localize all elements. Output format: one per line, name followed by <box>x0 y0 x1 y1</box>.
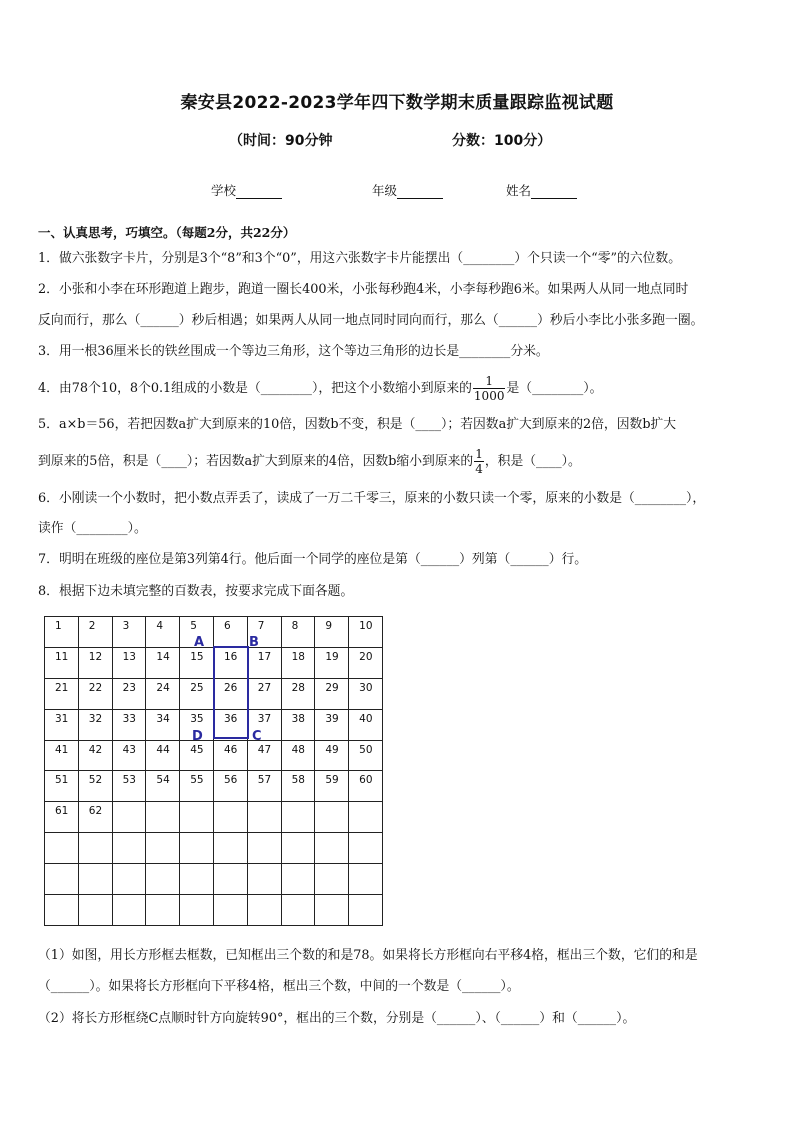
grid-cell: 11 <box>45 647 79 678</box>
grid-cell: 41 <box>45 740 79 771</box>
grid-cell <box>78 864 112 895</box>
grade-label: 年级 <box>372 183 398 198</box>
grid-row <box>45 740 383 771</box>
grid-cell: 45 <box>180 740 214 771</box>
grid-cell: 2 <box>78 617 112 648</box>
grid-cell <box>315 864 349 895</box>
grid-cell <box>213 895 247 926</box>
grid-cell: 52 <box>78 771 112 802</box>
grid-cell <box>180 864 214 895</box>
grid-cell: 17 <box>247 647 281 678</box>
grid-cell: 55 <box>180 771 214 802</box>
grid-cell <box>112 802 146 833</box>
grid-cell: 54 <box>146 771 180 802</box>
grid-cell <box>146 864 180 895</box>
grid-cell: 56 <box>213 771 247 802</box>
grid-cell <box>146 833 180 864</box>
grid-cell: 16 <box>213 647 247 678</box>
grid-cell: 43 <box>112 740 146 771</box>
grid-cell <box>78 833 112 864</box>
grid-cell <box>180 833 214 864</box>
grid-cell <box>180 895 214 926</box>
grid-cell <box>78 895 112 926</box>
grid-cell: 31 <box>45 709 79 740</box>
grid-cell: 13 <box>112 647 146 678</box>
sub-question-1-line2: （______）。如果将长方形框向下平移4格，框出三个数，中间的一个数是（______）。 <box>38 979 520 994</box>
school-field[interactable] <box>211 181 282 199</box>
grid-cell: 6 <box>213 617 247 648</box>
grid-cell: 21 <box>45 678 79 709</box>
name-label: 姓名 <box>506 183 532 198</box>
grid-cell: 30 <box>349 678 383 709</box>
grid-cell <box>315 895 349 926</box>
grid-cell: 8 <box>281 617 315 648</box>
exam-time: （时间：90分钟 <box>229 133 333 149</box>
grid-cell <box>247 864 281 895</box>
question-8: 8．根据下边未填完整的百数表，按要求完成下面各题。 <box>38 584 354 599</box>
grid-row <box>45 895 383 926</box>
grid-cell: 3 <box>112 617 146 648</box>
question-5-line2 <box>38 446 760 477</box>
grid-row <box>45 833 383 864</box>
grid-cell: 20 <box>349 647 383 678</box>
grid-cell <box>112 833 146 864</box>
grid-cell <box>315 802 349 833</box>
grid-cell: 29 <box>315 678 349 709</box>
grid-cell: 37 <box>247 709 281 740</box>
section-heading: 一、认真思考，巧填空。（每题2分，共22分） <box>38 225 296 240</box>
name-field[interactable] <box>506 181 577 199</box>
grid-cell: 51 <box>45 771 79 802</box>
question-2-line1: 2．小张和小李在环形跑道上跑步，跑道一圈长400米，小张每秒跑4米，小李每秒跑6米。如果两人从同一地点同时 <box>38 282 689 297</box>
grid-cell: 49 <box>315 740 349 771</box>
sub-question-2: （2）将长方形框绕C点顺时针方向旋转90°，框出的三个数，分别是（______）、（______）和（______）。 <box>38 1011 636 1026</box>
grid-cell: 34 <box>146 709 180 740</box>
grid-cell <box>281 833 315 864</box>
grid-cell: 39 <box>315 709 349 740</box>
grid-cell: 61 <box>45 802 79 833</box>
grid-cell: 36 <box>213 709 247 740</box>
fraction-numerator: 1 <box>473 374 506 389</box>
grid-cell <box>180 802 214 833</box>
school-label: 学校 <box>211 183 237 198</box>
grid-cell: 38 <box>281 709 315 740</box>
grid-row <box>45 771 383 802</box>
grid-cell: 22 <box>78 678 112 709</box>
grid-cell <box>349 833 383 864</box>
page-title: 秦安县2022-2023学年四下数学期末质量跟踪监视试题 <box>180 93 614 113</box>
grid-cell <box>281 895 315 926</box>
question-1: 1．做六张数字卡片，分别是3个“8”和3个“0”，用这六张数字卡片能摆出（________）个只读一个“零”的六位数。 <box>38 251 682 266</box>
fraction-1-4 <box>474 447 484 476</box>
sub-question-1-line1: （1）如图，用长方形框去框数，已知框出三个数的和是78。如果将长方形框向右平移4格，框出三个数，它们的和是 <box>38 948 698 963</box>
hundred-chart-table <box>44 616 383 926</box>
question-7: 7．明明在班级的座位是第3列第4行。他后面一个同学的座位是第（______）列第（______）行。 <box>38 552 588 567</box>
fraction-denominator: 1000 <box>473 389 505 403</box>
grid-cell: 35 <box>180 709 214 740</box>
label-d: D <box>192 729 203 744</box>
grid-cell <box>213 802 247 833</box>
grid-row <box>45 802 383 833</box>
q5-text-post: ，积是（____）。 <box>484 454 581 469</box>
grid-row <box>45 864 383 895</box>
grid-cell <box>349 864 383 895</box>
question-4 <box>38 373 760 404</box>
grid-cell: 44 <box>146 740 180 771</box>
grid-cell <box>349 802 383 833</box>
grid-cell: 10 <box>349 617 383 648</box>
q5-text-pre: 到原来的5倍，积是（____）；若因数a扩大到原来的4倍，因数b缩小到原来的 <box>38 454 474 469</box>
fraction-denominator: 4 <box>475 462 483 476</box>
grid-cell: 57 <box>247 771 281 802</box>
grid-row <box>45 678 383 709</box>
grid-cell: 60 <box>349 771 383 802</box>
grid-row <box>45 647 383 678</box>
question-6-line2: 读作（________）。 <box>38 521 147 536</box>
grid-cell: 12 <box>78 647 112 678</box>
grid-cell: 50 <box>349 740 383 771</box>
grid-cell <box>146 895 180 926</box>
grid-cell: 1 <box>45 617 79 648</box>
grid-cell <box>281 864 315 895</box>
question-5-line1: 5．a×b＝56，若把因数a扩大到原来的10倍，因数b不变，积是（____）；若因数a扩大到原来的2倍，因数b扩大 <box>38 417 677 432</box>
grid-cell <box>112 864 146 895</box>
grid-cell <box>45 864 79 895</box>
label-a: A <box>194 635 205 650</box>
grid-cell <box>247 833 281 864</box>
grid-cell: 48 <box>281 740 315 771</box>
q4-text-pre: 4．由78个10，8个0.1组成的小数是（________），把这个小数缩小到原来的 <box>38 381 472 396</box>
grid-row <box>45 709 383 740</box>
fraction-1-1000 <box>473 374 506 403</box>
grid-cell <box>213 833 247 864</box>
grid-cell: 33 <box>112 709 146 740</box>
grid-cell: 4 <box>146 617 180 648</box>
exam-score: 分数：100分） <box>452 133 552 149</box>
grid-cell: 19 <box>315 647 349 678</box>
grid-cell: 24 <box>146 678 180 709</box>
grid-cell: 18 <box>281 647 315 678</box>
label-b: B <box>249 635 259 650</box>
grid-cell: 14 <box>146 647 180 678</box>
grid-cell <box>247 802 281 833</box>
grid-cell: 27 <box>247 678 281 709</box>
label-c: C <box>252 729 262 744</box>
grid-cell <box>281 802 315 833</box>
grade-field[interactable] <box>372 181 443 199</box>
question-2-line2: 反向而行，那么（______）秒后相遇；如果两人从同一地点同时同向而行，那么（______）秒后小李比小张多跑一圈。 <box>38 313 704 328</box>
grid-cell: 62 <box>78 802 112 833</box>
question-6-line1: 6．小刚读一个小数时，把小数点弄丢了，读成了一万二千零三，原来的小数只读一个零，原来的小数是（________）， <box>38 491 706 506</box>
grid-cell: 42 <box>78 740 112 771</box>
hundred-chart <box>44 616 382 925</box>
grid-cell <box>349 895 383 926</box>
grid-cell: 53 <box>112 771 146 802</box>
grid-cell: 9 <box>315 617 349 648</box>
grid-cell: 26 <box>213 678 247 709</box>
fraction-numerator: 1 <box>475 447 483 461</box>
grid-cell: 32 <box>78 709 112 740</box>
grid-cell: 25 <box>180 678 214 709</box>
grid-cell: 28 <box>281 678 315 709</box>
grid-cell: 23 <box>112 678 146 709</box>
grid-row <box>45 617 383 648</box>
question-3: 3．用一根36厘米长的铁丝围成一个等边三角形，这个等边三角形的边长是________分米。 <box>38 344 549 359</box>
grid-cell: 40 <box>349 709 383 740</box>
grid-cell: 15 <box>180 647 214 678</box>
grid-cell <box>146 802 180 833</box>
grid-cell <box>112 895 146 926</box>
grid-cell: 46 <box>213 740 247 771</box>
grid-cell <box>247 895 281 926</box>
grid-cell <box>213 864 247 895</box>
grid-cell: 58 <box>281 771 315 802</box>
grid-cell: 47 <box>247 740 281 771</box>
grid-cell <box>45 833 79 864</box>
grid-cell: 7 <box>247 617 281 648</box>
q4-text-post: 是（________）。 <box>506 381 603 396</box>
grid-cell: 59 <box>315 771 349 802</box>
grid-cell <box>315 833 349 864</box>
grid-cell: 5 <box>180 617 214 648</box>
grid-cell <box>45 895 79 926</box>
